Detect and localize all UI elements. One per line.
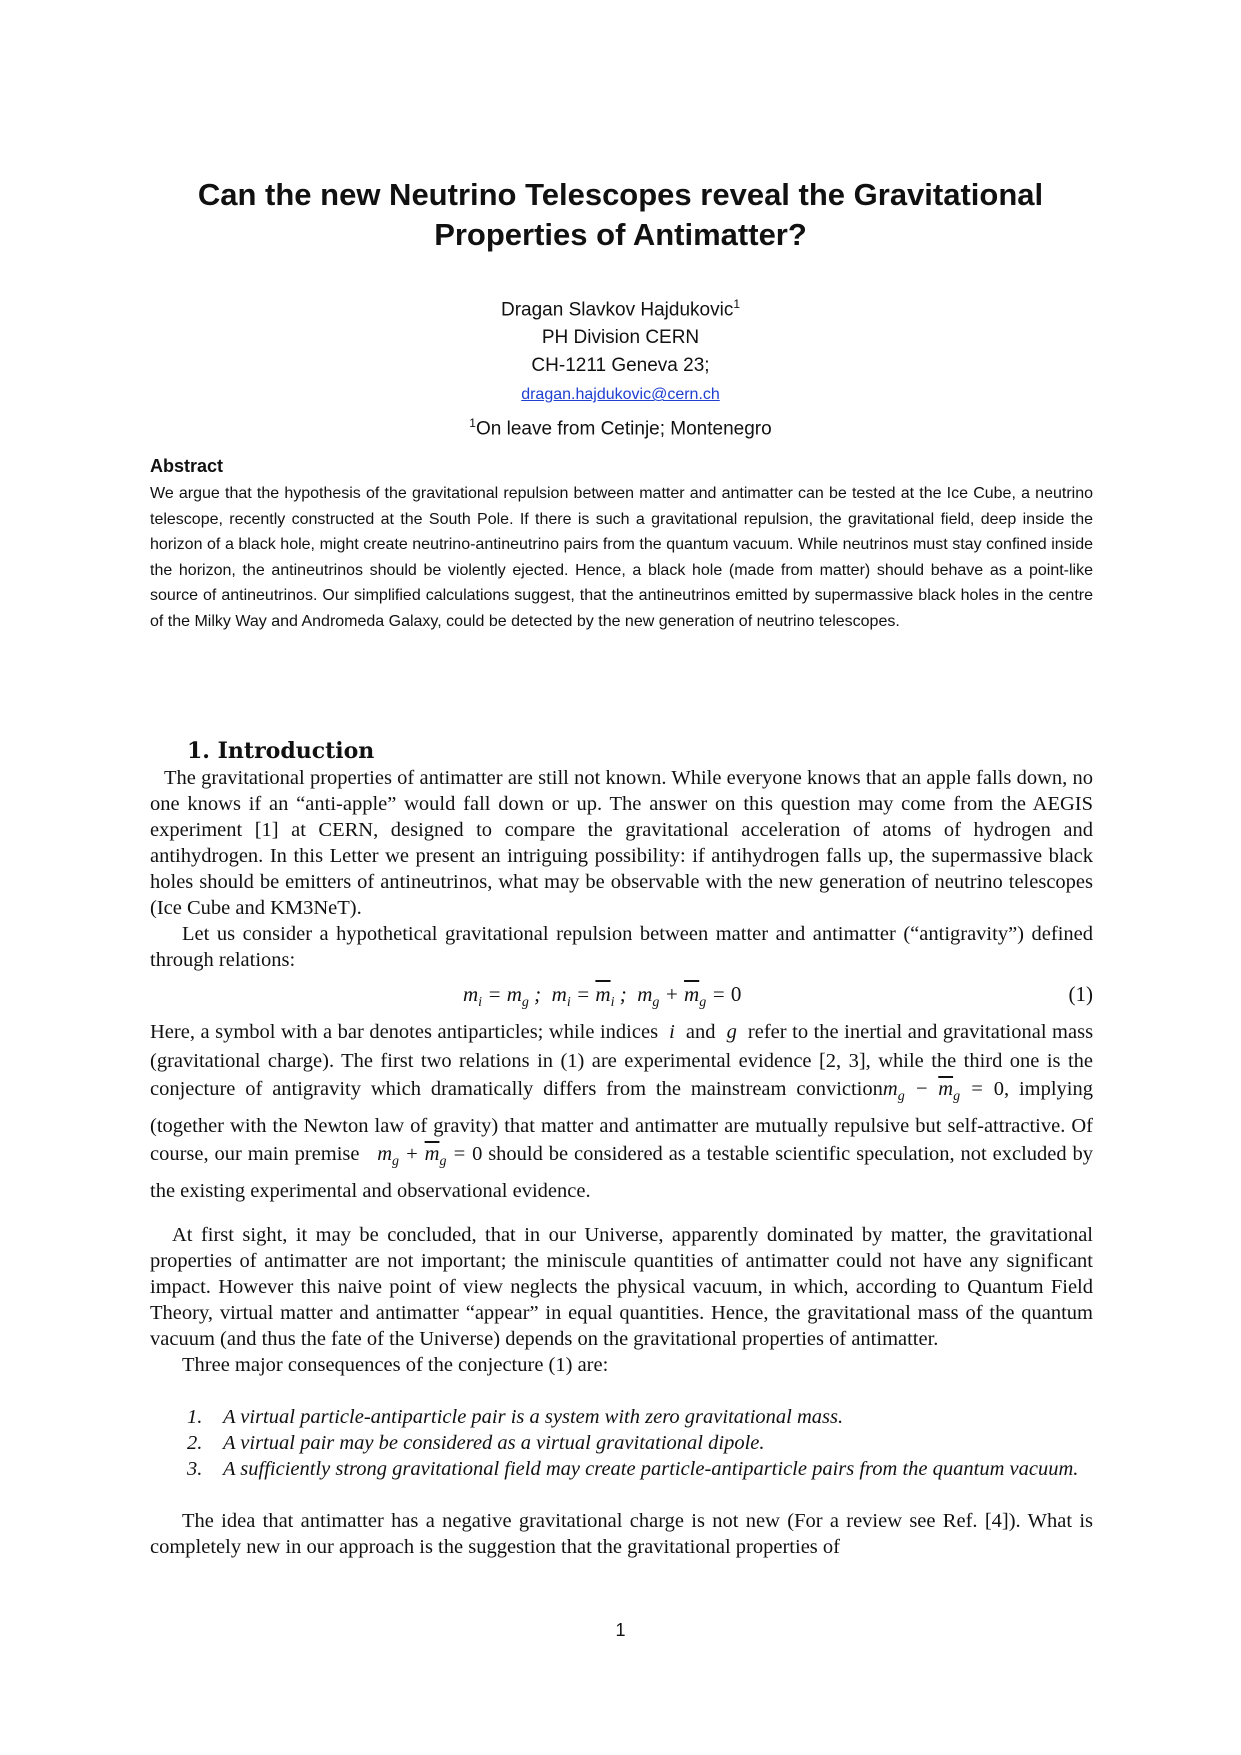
list-item: 3. A sufficiently strong gravitational field may create particle-antiparticle pairs from the quantum vacuum. xyxy=(187,1458,1079,1480)
paragraph-1: The gravitational properties of antimatter are still not known. While everyone knows that an apple falls down, no one knows if an “anti-apple” would fall down or up. The answer on this question may come from the AEGIS experiment [1] at CERN, designed to compare the gravitational acceleration of atoms of hydrogen and antihydrogen. In this Letter we present an intriguing possibility: if antihydrogen falls up, the supermassive black holes should be emitters of antineutrinos, what may be observable with the new generation of neutrino telescopes (Ice Cube and KM3NeT). xyxy=(150,767,1093,919)
note-line xyxy=(320,409,921,443)
paragraph-2: Let us consider a hypothetical gravitational repulsion between matter and antimatter (“antigravity”) defined through relations: xyxy=(150,923,1093,971)
intro-block-2 xyxy=(150,1018,1093,1205)
paragraph-5: Three major consequences of the conjecture (1) are: xyxy=(182,1354,609,1376)
affiliation-2: CH-1211 Geneva 23; xyxy=(531,355,710,377)
abstract-text: We argue that the hypothesis of the gravitational repulsion between matter and antimatter can be tested at the Ice Cube, a neutrino telescope, recently constructed at the South Pole. If there is such a gravitational repulsion, the gravitational field, deep inside the horizon of a black hole, might create neutrino-antineutrino pairs from the quantum vacuum. While neutrinos must stay confined inside the horizon, the antineutrinos should be violently ejected. Hence, a black hole (made from matter) should behave as a point-like source of antineutrinos. Our simplified calculations suggest, that the antineutrinos emitted by supermassive black holes in the centre of the Milky Way and Andromeda Galaxy, could be detected by the new generation of neutrino telescopes. xyxy=(150,485,1093,630)
abstract-heading: Abstract xyxy=(150,456,224,476)
title-line-1: Can the new Neutrino Telescopes reveal the Gravitational xyxy=(197,177,1044,212)
equation-number: (1) xyxy=(1068,982,1093,1006)
section-heading: 1. Introduction xyxy=(187,738,375,764)
author-block xyxy=(320,290,921,444)
intro-block-1 xyxy=(150,765,1093,973)
page-number: 1 xyxy=(615,1620,626,1640)
intro-block-4 xyxy=(150,1508,1093,1560)
author-line xyxy=(320,290,921,324)
paragraph-4: At first sight, it may be concluded, that in our Universe, apparently dominated by matter, the gravitational properties of antimatter are not important; the miniscule quantities of antimatter could not have any significant impact. However this naive point of view neglects the physical vacuum, in which, according to Quantum Field Theory, virtual matter and antimatter “appear” in equal quantities. Hence, the gravitational mass of the quantum vacuum (and thus the fate of the Universe) depends on the gravitational properties of antimatter. xyxy=(150,1224,1093,1350)
consequence-list xyxy=(150,1404,1093,1482)
list-item: 1. A virtual particle-antiparticle pair is a system with zero gravitational mass. xyxy=(187,1406,844,1428)
note-text: On leave from Cetinje; Montenegro xyxy=(475,418,772,440)
paragraph-3: Here, a symbol with a bar denotes antiparticles; while indices i and g refer to the inertial and gravitational mass (gravitational charge). The first two relations in (1) are experimental evidence [2, 3], while the third one is the conjecture of antigravity which dramatically differs from the mainstream convictionm$_g$ − $\overline{m}_g = 0$, implying (together with the Newton law of gravity) that matter and antimatter are mutually repulsive but self-attractive. Of course, our main premise $m_g + \overline{m}_g = 0$ should be considered as a testable scientific speculation, not excluded by the existing experimental and observational evidence. xyxy=(150,1021,1094,1202)
intro-block-3 xyxy=(150,1222,1093,1378)
paragraph-6: The idea that antimatter has a negative gravitational charge is not new (For a review see Ref. [4]). What is completely new in our approach is the suggestion that the gravitational properties of xyxy=(150,1510,1093,1558)
title-line-2: Properties of Antimatter? xyxy=(434,217,807,252)
email-link[interactable]: dragan.hajdukovic@cern.ch xyxy=(521,386,720,404)
author-name: Dragan Slavkov Hajdukovic xyxy=(500,299,734,321)
affiliation-1: PH Division CERN xyxy=(541,327,700,349)
author-sup: 1 xyxy=(733,297,741,311)
note-sup: 1 xyxy=(469,416,476,431)
equation-1 xyxy=(150,982,1093,1010)
equation-formula: $m_i = m_g$ ; $m_i = \overline{m}_i$ ; $m_g + \overline{m}_g = 0$ xyxy=(463,982,742,1011)
paper-title xyxy=(150,175,1091,255)
list-item: 2. A virtual pair may be considered as a virtual gravitational dipole. xyxy=(187,1432,765,1454)
